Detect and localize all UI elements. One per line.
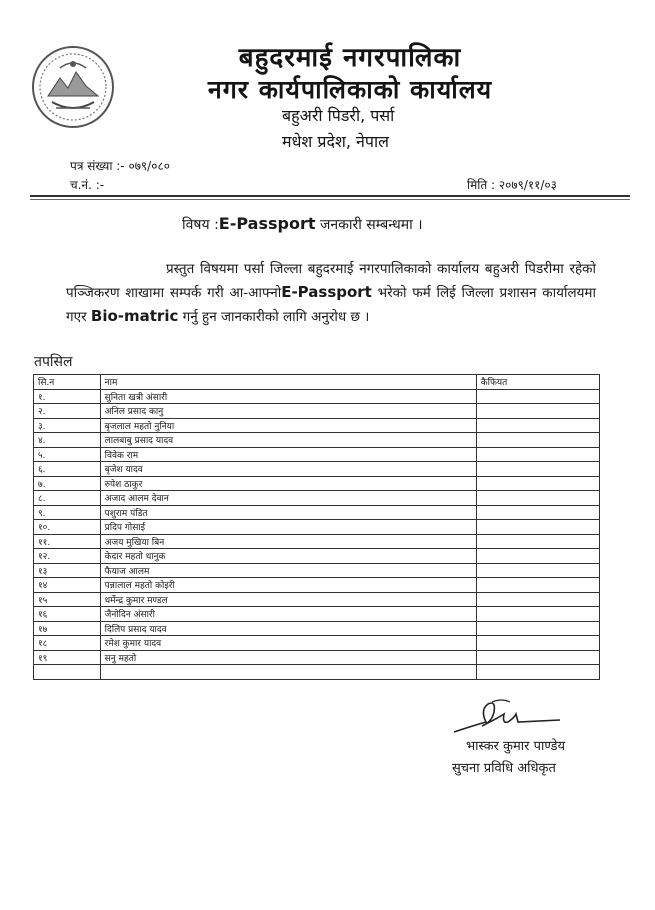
row-remarks [476,665,599,680]
row-serial: १०. [34,520,101,535]
row-name: प्रदिप गोसाई [100,520,476,535]
row-serial: १६ [34,607,101,622]
row-serial: १९ [34,650,101,665]
address-line-1: बहुअरी पिडरी, पर्सा [282,106,395,125]
letter-date: मिति : २०७९/११/०३ [467,178,557,192]
row-remarks [476,389,599,404]
table-body [34,389,600,679]
row-name: धर्मेन्द्र कुमार मण्डल [100,592,476,607]
row-remarks [476,636,599,651]
names-table [33,374,600,680]
table-row [34,578,600,593]
row-remarks [476,607,599,622]
body-part-2: भरेको फर्म लिई जिल्ला प्रशासन कार्यालयमा गएर [66,285,596,325]
letter-body [66,258,596,329]
row-name: सुनिता खत्री अंसारी [100,389,476,404]
body-part-1: प्रस्तुत विषयमा पर्सा जिल्ला बहुदरमाई नगरपालिकाको कार्यालय बहुअरी पिडरीमा रहेको पञ्जिकरण शाखामा सम्पर्क गरी आ-आफ्नो [66,261,596,301]
table-row [34,520,600,535]
table-row [34,404,600,419]
row-name: सनु महतो [100,650,476,665]
row-name: लालबाबु प्रसाद यादव [100,433,476,448]
table-row [34,563,600,578]
row-remarks [476,447,599,462]
table-row [34,549,600,564]
row-remarks [476,491,599,506]
row-name: विवेक राम [100,447,476,462]
row-name: बृजेश यादव [100,462,476,477]
row-serial: १२. [34,549,101,564]
row-name: अजाद आलम देवान [100,491,476,506]
row-serial: ४. [34,433,101,448]
row-remarks [476,534,599,549]
row-serial: १७ [34,621,101,636]
row-name: रमेश कुमार यादव [100,636,476,651]
body-part-3: गर्नु हुन जानकारीको लागि अनुरोध छ । [178,309,370,325]
row-remarks [476,505,599,520]
row-serial: १४ [34,578,101,593]
row-remarks [476,621,599,636]
row-name: पशुराम पंडित [100,505,476,520]
chalani-number: च.नं. :- [70,178,105,192]
table-row [34,476,600,491]
header-serial: सि.न [34,375,101,390]
table-row [34,433,600,448]
row-name: केदार महतो धानुक [100,549,476,564]
row-serial: ९. [34,505,101,520]
row-remarks [476,433,599,448]
patra-sankhya: पत्र संख्या :- ०७९/०८० [70,159,170,173]
row-name: अनिल प्रसाद कानु [100,404,476,419]
row-serial: १८ [34,636,101,651]
table-row [34,505,600,520]
row-name: अजय मुखिया बिन [100,534,476,549]
header-divider [30,195,630,197]
row-remarks [476,563,599,578]
row-remarks [476,592,599,607]
table-row [34,447,600,462]
row-name: पन्नालाल महतो कोइरी [100,578,476,593]
body-en-2: Bio-matric [90,307,179,325]
row-remarks [476,578,599,593]
table-header-row [34,375,600,390]
row-serial: १३ [34,563,101,578]
body-en-1: E-Passport [281,283,372,301]
row-serial: ३. [34,418,101,433]
row-serial: ७. [34,476,101,491]
subject-suffix: जनकारी सम्बन्धमा । [315,217,423,233]
row-remarks [476,650,599,665]
table-row [34,650,600,665]
row-name [100,665,476,680]
header-remarks: कैफियत [476,375,599,390]
table-row [34,621,600,636]
address-line-2: मधेश प्रदेश, नेपाल [282,132,389,151]
row-serial: १. [34,389,101,404]
row-serial: १५ [34,592,101,607]
table-row [34,607,600,622]
nepal-emblem-icon [30,44,116,130]
header-divider-thin [30,199,630,200]
org-title: बहुदरमाई नगरपालिका [238,43,462,73]
row-name: जैनोदिन अंसारी [100,607,476,622]
table-row [34,389,600,404]
tapasil-label: तपसिल [34,354,73,370]
subject-prefix: विषय : [182,217,219,233]
row-remarks [476,549,599,564]
subject-line [182,214,423,234]
row-name: दिलिप प्रसाद यादव [100,621,476,636]
subject-english: E-Passport [218,214,316,233]
signatory-title: सुचना प्रविधि अधिकृत [452,761,556,776]
table-row [34,418,600,433]
row-serial: ८. [34,491,101,506]
header-name: नाम [100,375,476,390]
table-row [34,592,600,607]
table-row [34,665,600,680]
signatory-name: भास्कर कुमार पाण्डेय [466,739,565,754]
row-serial: ५. [34,447,101,462]
table-row [34,636,600,651]
table-row [34,534,600,549]
row-name: बृजलाल महतो नुनिया [100,418,476,433]
row-remarks [476,462,599,477]
row-serial: ६. [34,462,101,477]
row-serial: ११. [34,534,101,549]
row-serial [34,665,101,680]
office-title: नगर कार्यपालिकाको कार्यालय [207,75,493,104]
table-row [34,491,600,506]
row-remarks [476,520,599,535]
row-remarks [476,404,599,419]
row-remarks [476,476,599,491]
row-serial: २. [34,404,101,419]
row-remarks [476,418,599,433]
row-name: फैयाज आलम [100,563,476,578]
signature-icon [452,696,562,736]
table-row [34,462,600,477]
row-name: रुपेश ठाकुर [100,476,476,491]
